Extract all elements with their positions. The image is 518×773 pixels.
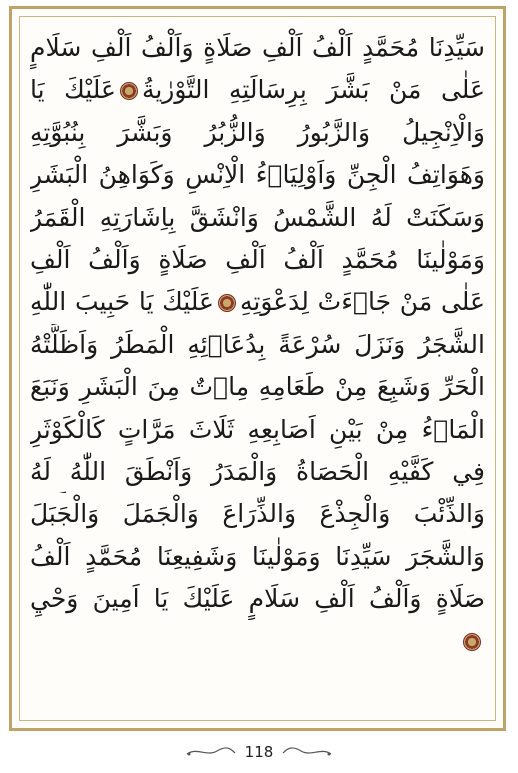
text-line: وَالْاِنْجِيلُ وَالزَّبُورُ وَالزُّبُرُ وَبَشَّرَ بِنُبُوَّتِهِ: [30, 117, 485, 147]
text-line: وَسَكَنَتْ لَهُ الشَّمْسُ وَانْشَقَّ بِاِشَارَتِهِ الْقَمَرُ: [30, 202, 485, 232]
text-line: الْحَرِّ وَشَبِعَ مِنْ طَعَامِهِ مِاۤتٌ مِنَ الْبَشَرِ وَنَبَعَ: [30, 372, 485, 402]
text-line: وَالشَّجَرَ سَيِّدِنَا وَمَوْلٰينَا وَشَفِيعِنَا مُحَمَّدٍ اَلْفُ: [30, 541, 485, 571]
rosette-icon: [120, 82, 138, 100]
text-line: فِي كَفَّيْهِ الْحَصَاةُ وَالْمَدَرُ وَاَنْطَقَ اللّٰهُ لَهُ: [30, 456, 485, 486]
text-line: الشَّجَرُ وَنَزَلَ سُرْعَةً بِدُعَاۤئِهِ الْمَطَرُ وَاَظَلَّتْهُ: [30, 329, 485, 359]
text-line-last: [30, 620, 485, 662]
right-flourish-icon: [281, 745, 333, 759]
text-line: وَمَوْلٰينَا مُحَمَّدٍ اَلْفُ اَلْفِ صَلَاةٍ وَاَلْفُ اَلْفِ: [30, 244, 485, 274]
rosette-icon: [218, 294, 236, 312]
text-line: سَيِّدِنَا مُحَمَّدٍ اَلْفُ اَلْفِ صَلَاةٍ وَاَلْفُ اَلْفِ سَلَامٍ: [30, 33, 485, 62]
text-block: [24, 21, 491, 716]
text-line: الْمَاۤءُ مِنْ بَيْنِ اَصَابِعِهِ ثَلَاثَ مَرَّاتٍ كَالْكَوْثَرِ: [30, 414, 485, 444]
page-number: 118: [244, 743, 274, 761]
text-line: عَلٰى مَنْ بَشَّرَ بِرِسَالَتِهِ التَّوْرٰيةُعَلَيْكَ يَا: [30, 75, 485, 105]
left-flourish-icon: [185, 745, 237, 759]
text-line: وَالذِّئْبَ وَالْجِذْعَ وَالذِّرَاعَ وَالْجَمَلَ وَالْجَبَلَ: [30, 499, 485, 529]
rosette-icon: [463, 633, 481, 651]
text-line: وَهَوَاتِفُ الْجِنِّ وَاَوْلِيَاۤءُ الْاِنْسِ وَكَوَاهِنُ الْبَشَرِ: [30, 160, 485, 190]
page-footer: [0, 737, 518, 767]
text-line: عَلٰى مَنْ جَاۤءَتْ لِدَعْوَتِهِعَلَيْكَ يَا حَبِيبَ اللّٰهِ: [30, 287, 485, 317]
text-line: صَلَاةٍ وَاَلْفُ اَلْفِ سَلَامٍ عَلَيْكَ يَا اَمِينَ وَحْيِ: [30, 584, 485, 614]
